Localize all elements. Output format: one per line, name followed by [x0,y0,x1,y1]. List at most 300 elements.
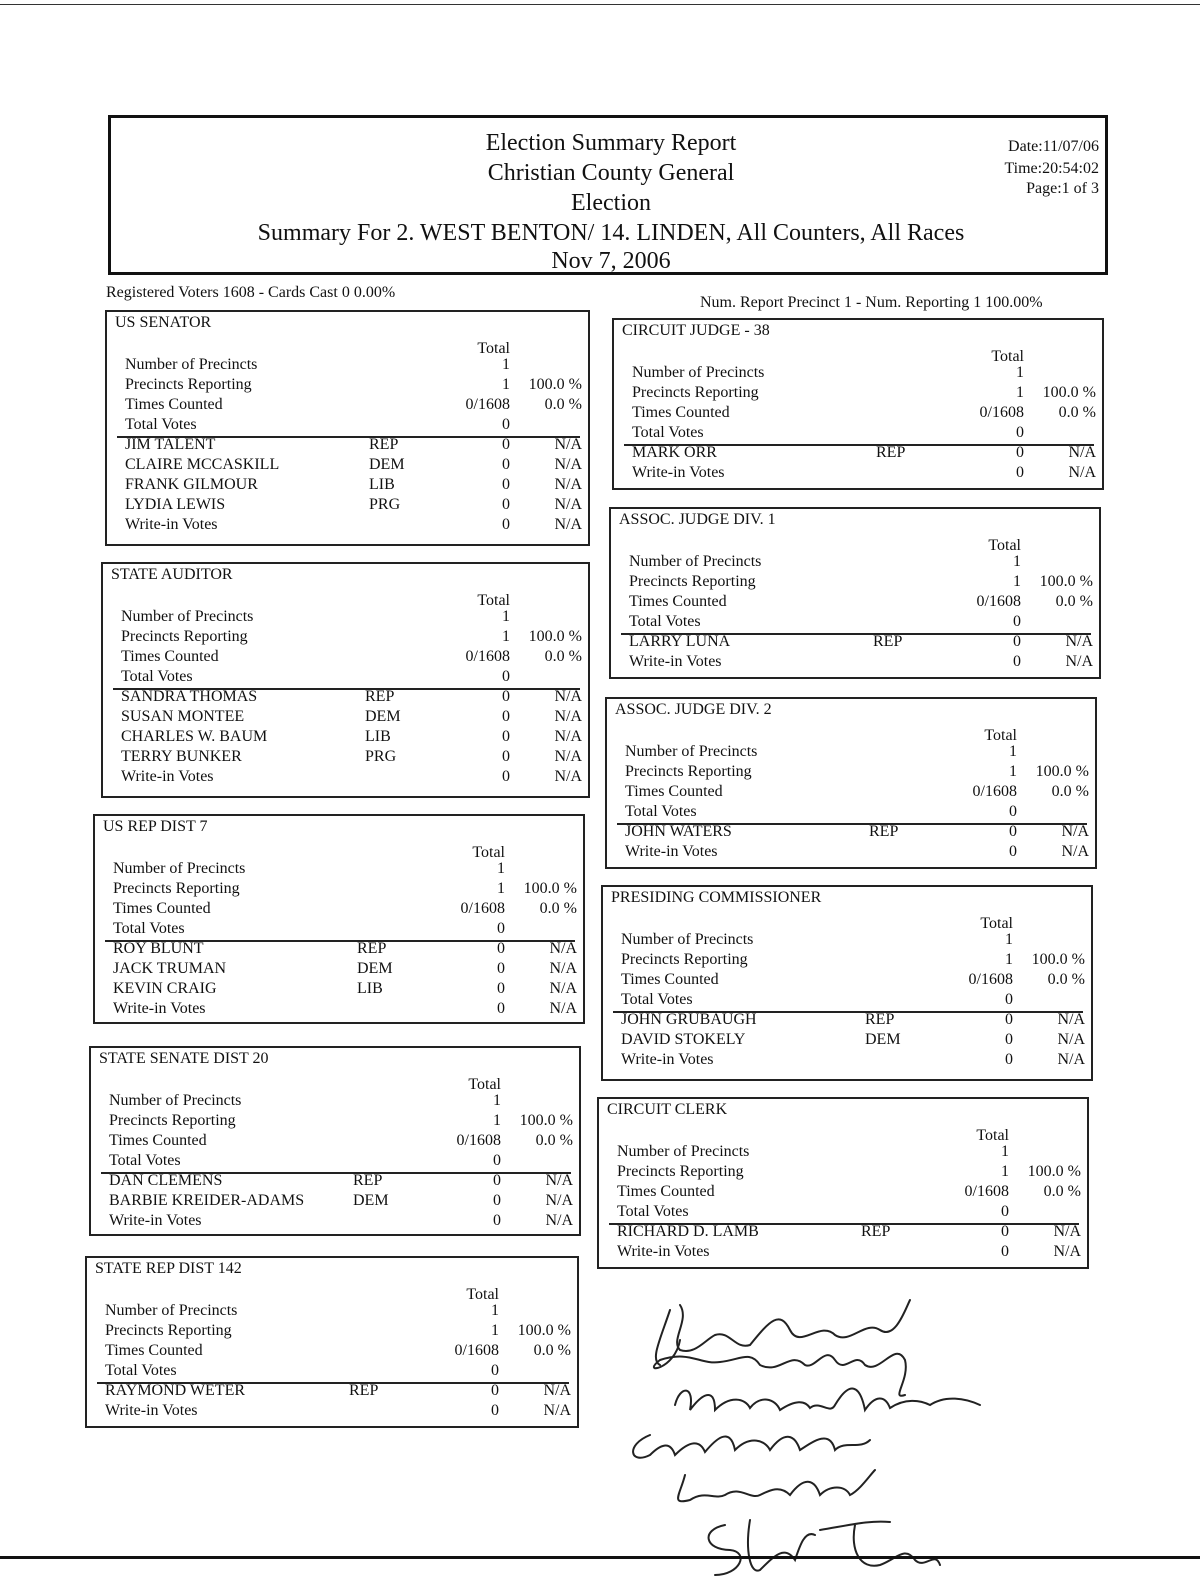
stat-label: Total Votes [625,803,697,820]
candidate-row [103,708,588,728]
stat-percent: 0.0 % [535,1132,573,1149]
stat-row [607,783,1095,803]
election-date: Nov 7, 2006 [551,248,671,274]
candidate-row [95,960,583,980]
candidate-votes: 0 [502,728,510,745]
write-in-percent: N/A [1053,1243,1081,1260]
candidate-name: RICHARD D. LAMB [617,1223,759,1240]
stat-label: Total Votes [105,1362,177,1379]
stat-row [91,1132,579,1152]
candidate-row [103,728,588,748]
candidate-party: REP [865,1011,895,1028]
stat-percent: 0.0 % [1055,593,1093,610]
stat-row [614,384,1102,404]
candidate-percent: N/A [554,436,582,453]
candidate-percent: N/A [549,940,577,957]
stat-row [87,1302,577,1322]
stat-row [103,628,588,648]
county-title: Christian County General [487,160,735,186]
candidate-row [107,436,588,456]
candidate-party: DEM [357,960,393,977]
write-in-percent: N/A [1057,1051,1085,1068]
race-name: STATE REP DIST 142 [95,1260,242,1277]
candidate-votes: 0 [502,456,510,473]
stat-row [614,404,1102,424]
stat-row [91,1152,579,1172]
stat-percent: 0.0 % [544,396,582,413]
stat-value: 1 [1013,553,1021,570]
race-name: ASSOC. JUDGE DIV. 2 [615,701,772,718]
candidate-name: FRANK GILMOUR [125,476,258,493]
candidate-row [87,1382,577,1402]
candidate-name: ROY BLUNT [113,940,204,957]
candidate-percent: N/A [554,476,582,493]
candidate-votes: 0 [497,980,505,997]
stat-percent: 100.0 % [528,628,582,645]
stat-value: 1 [1001,1163,1009,1180]
stat-label: Times Counted [629,593,727,610]
write-in-label: Write-in Votes [125,516,218,533]
stat-percent: 0.0 % [1043,1183,1081,1200]
candidate-votes: 0 [493,1172,501,1189]
write-in-votes: 0 [1005,1051,1013,1068]
candidate-party: DEM [365,708,401,725]
stat-percent: 0.0 % [544,648,582,665]
candidate-party: PRG [369,496,401,513]
candidate-party: REP [365,688,395,705]
race-box [605,697,1097,869]
stat-row [599,1163,1087,1183]
stat-label: Number of Precincts [125,356,258,373]
write-in-row [107,516,588,536]
candidate-percent: N/A [545,1192,573,1209]
candidate-percent: N/A [543,1382,571,1399]
candidate-party: REP [869,823,899,840]
stat-value: 0/1608 [454,1342,499,1359]
write-in-label: Write-in Votes [629,653,722,670]
stat-value: 0 [493,1152,501,1169]
stat-label: Total Votes [113,920,185,937]
candidate-percent: N/A [554,728,582,745]
stat-label: Number of Precincts [105,1302,238,1319]
signature-carla-edwards [633,1435,870,1458]
stat-value: 1 [1005,931,1013,948]
candidate-row [107,476,588,496]
candidate-party: LIB [357,980,383,997]
candidate-votes: 0 [493,1192,501,1209]
candidate-percent: N/A [554,708,582,725]
stat-row [103,608,588,628]
race-name: US REP DIST 7 [103,818,208,835]
write-in-votes: 0 [497,1000,505,1017]
stat-value: 0 [1005,991,1013,1008]
write-in-row [103,768,588,788]
stat-percent: 100.0 % [1042,384,1096,401]
stat-percent: 100.0 % [517,1322,571,1339]
candidate-percent: N/A [545,1172,573,1189]
stat-row [95,860,583,880]
race-name: STATE AUDITOR [111,566,233,583]
scan-top-edge [0,4,1200,5]
stat-label: Times Counted [125,396,223,413]
race-name: ASSOC. JUDGE DIV. 1 [619,511,776,528]
candidate-votes: 0 [502,496,510,513]
write-in-row [87,1402,577,1422]
stat-label: Precincts Reporting [105,1322,232,1339]
candidate-votes: 0 [502,688,510,705]
candidate-name: SANDRA THOMAS [121,688,258,705]
candidate-row [91,1192,579,1212]
stat-label: Total Votes [617,1203,689,1220]
race-box [105,310,590,546]
stat-label: Precincts Reporting [629,573,756,590]
summary-line: Summary For 2. WEST BENTON/ 14. LINDEN, All Counters, All Races [257,220,965,246]
stat-value: 1 [1009,763,1017,780]
total-column-header: Total [477,592,510,609]
stat-label: Times Counted [105,1342,203,1359]
candidate-name: JOHN WATERS [625,823,732,840]
total-column-header: Total [976,1127,1009,1144]
write-in-row [607,843,1095,863]
signature-marion-matthews [675,1389,980,1410]
stat-row [107,416,588,436]
candidate-party: PRG [365,748,397,765]
total-column-header: Total [472,844,505,861]
candidate-name: LYDIA LEWIS [125,496,226,513]
stat-value: 0/1608 [465,396,510,413]
candidate-votes: 0 [1005,1031,1013,1048]
candidate-party: REP [876,444,906,461]
stat-label: Total Votes [621,991,693,1008]
candidate-name: DAVID STOKELY [621,1031,746,1048]
stat-value: 1 [497,880,505,897]
election-title: Election [571,190,651,216]
write-in-row [614,464,1102,484]
stat-value: 1 [502,376,510,393]
write-in-row [599,1243,1087,1263]
stat-label: Precincts Reporting [617,1163,744,1180]
num-reporting: Num. Report Precinct 1 - Num. Reporting 1 100.00% [700,294,1043,311]
stat-label: Precincts Reporting [109,1112,236,1129]
stat-row [599,1203,1087,1223]
signature-lynn-vest [678,1470,875,1501]
write-in-percent: N/A [554,516,582,533]
candidate-party: DEM [353,1192,389,1209]
write-in-votes: 0 [502,768,510,785]
race-box [601,885,1093,1081]
stat-value: 0 [502,668,510,685]
candidate-votes: 0 [502,476,510,493]
race-box [101,562,590,798]
candidate-party: DEM [865,1031,901,1048]
stat-value: 1 [502,356,510,373]
write-in-percent: N/A [543,1402,571,1419]
stat-percent: 0.0 % [1047,971,1085,988]
stat-label: Number of Precincts [617,1143,750,1160]
candidate-percent: N/A [549,960,577,977]
candidate-row [91,1172,579,1192]
total-column-header: Total [991,348,1024,365]
candidate-row [614,444,1102,464]
report-title: Election Summary Report [485,130,737,156]
stat-value: 1 [1013,573,1021,590]
report-time: Time:20:54:02 [1004,160,1099,177]
stat-value: 1 [497,860,505,877]
write-in-votes: 0 [1013,653,1021,670]
stat-row [87,1322,577,1342]
stat-value: 0/1608 [976,593,1021,610]
signature-block [620,1290,1020,1590]
stat-label: Precincts Reporting [125,376,252,393]
report-header [108,115,1108,275]
stat-row [87,1362,577,1382]
write-in-votes: 0 [1009,843,1017,860]
stat-percent: 0.0 % [1051,783,1089,800]
write-in-label: Write-in Votes [617,1243,710,1260]
stat-value: 0/1608 [979,404,1024,421]
stat-row [103,648,588,668]
write-in-row [95,1000,583,1020]
write-in-votes: 0 [1001,1243,1009,1260]
stat-value: 0 [1013,613,1021,630]
stat-label: Number of Precincts [629,553,762,570]
stat-label: Total Votes [632,424,704,441]
stat-label: Precincts Reporting [621,951,748,968]
stat-row [107,396,588,416]
stat-label: Number of Precincts [113,860,246,877]
stat-label: Number of Precincts [121,608,254,625]
stat-value: 0 [502,416,510,433]
candidate-party: REP [353,1172,383,1189]
stat-row [599,1183,1087,1203]
candidate-votes: 0 [491,1382,499,1399]
stat-row [95,920,583,940]
candidate-votes: 0 [497,940,505,957]
candidate-row [95,980,583,1000]
candidate-party: DEM [369,456,405,473]
stat-value: 1 [1001,1143,1009,1160]
signature-kim-russell [656,1300,910,1365]
write-in-label: Write-in Votes [632,464,725,481]
stat-value: 0/1608 [456,1132,501,1149]
candidate-party: REP [349,1382,379,1399]
stat-label: Total Votes [121,668,193,685]
stat-label: Times Counted [113,900,211,917]
stat-value: 0 [491,1362,499,1379]
candidate-percent: N/A [554,748,582,765]
stat-row [607,803,1095,823]
race-name: US SENATOR [115,314,212,331]
candidate-name: KEVIN CRAIG [113,980,217,997]
candidate-row [107,496,588,516]
stat-row [95,880,583,900]
stat-value: 0 [1016,424,1024,441]
stat-row [107,376,588,396]
stat-value: 0 [1001,1203,1009,1220]
stat-row [611,613,1099,633]
stat-row [107,356,588,376]
candidate-name: JACK TRUMAN [113,960,227,977]
write-in-label: Write-in Votes [105,1402,198,1419]
candidate-votes: 0 [1005,1011,1013,1028]
write-in-row [91,1212,579,1232]
candidate-votes: 0 [502,436,510,453]
candidate-name: BARBIE KREIDER-ADAMS [109,1192,305,1209]
stat-value: 0 [1009,803,1017,820]
write-in-votes: 0 [502,516,510,533]
candidate-party: REP [357,940,387,957]
stat-value: 1 [502,608,510,625]
stat-value: 0/1608 [968,971,1013,988]
write-in-votes: 0 [1016,464,1024,481]
candidate-percent: N/A [1057,1011,1085,1028]
stat-label: Total Votes [629,613,701,630]
race-box [609,507,1101,679]
candidate-percent: N/A [554,496,582,513]
stat-label: Times Counted [121,648,219,665]
race-name: PRESIDING COMMISSIONER [611,889,822,906]
write-in-percent: N/A [545,1212,573,1229]
write-in-label: Write-in Votes [121,768,214,785]
candidate-name: MARK ORR [632,444,717,461]
stat-percent: 0.0 % [533,1342,571,1359]
write-in-label: Write-in Votes [625,843,718,860]
stat-value: 1 [502,628,510,645]
total-column-header: Total [477,340,510,357]
candidate-name: TERRY BUNKER [121,748,242,765]
write-in-row [603,1051,1091,1071]
candidate-name: LARRY LUNA [629,633,731,650]
stat-row [611,553,1099,573]
candidate-name: DAN CLEMENS [109,1172,223,1189]
candidate-party: REP [369,436,399,453]
stat-percent: 100.0 % [1027,1163,1081,1180]
candidate-percent: N/A [549,980,577,997]
candidate-name: SUSAN MONTEE [121,708,245,725]
stat-label: Times Counted [621,971,719,988]
write-in-votes: 0 [491,1402,499,1419]
race-box [93,814,585,1024]
write-in-votes: 0 [493,1212,501,1229]
candidate-party: LIB [365,728,391,745]
write-in-percent: N/A [1068,464,1096,481]
stat-label: Times Counted [625,783,723,800]
signature-stan-turner [709,1520,940,1575]
candidate-percent: N/A [554,456,582,473]
candidate-percent: N/A [1057,1031,1085,1048]
candidate-votes: 0 [497,960,505,977]
stat-row [95,900,583,920]
candidate-percent: N/A [1053,1223,1081,1240]
race-box [85,1256,579,1428]
write-in-label: Write-in Votes [113,1000,206,1017]
candidate-percent: N/A [1061,823,1089,840]
race-box [597,1097,1089,1269]
stat-row [91,1112,579,1132]
candidate-votes: 0 [1009,823,1017,840]
candidate-party: REP [861,1223,891,1240]
stat-value: 0 [497,920,505,937]
candidate-party: REP [873,633,903,650]
candidate-votes: 0 [502,708,510,725]
candidate-row [607,823,1095,843]
stat-percent: 100.0 % [523,880,577,897]
candidate-row [599,1223,1087,1243]
stat-percent: 100.0 % [519,1112,573,1129]
candidate-row [611,633,1099,653]
stat-percent: 100.0 % [1039,573,1093,590]
stat-value: 1 [1009,743,1017,760]
candidate-votes: 0 [1001,1223,1009,1240]
candidate-row [103,688,588,708]
scan-bottom-edge [0,1556,1200,1559]
stat-value: 0/1608 [460,900,505,917]
stat-label: Times Counted [109,1132,207,1149]
total-column-header: Total [988,537,1021,554]
candidate-percent: N/A [1068,444,1096,461]
candidate-row [603,1011,1091,1031]
candidate-votes: 0 [1016,444,1024,461]
stat-percent: 100.0 % [528,376,582,393]
stat-row [611,593,1099,613]
report-date: Date:11/07/06 [1008,138,1099,155]
race-name: STATE SENATE DIST 20 [99,1050,269,1067]
total-column-header: Total [466,1286,499,1303]
stat-label: Total Votes [109,1152,181,1169]
stat-value: 0/1608 [964,1183,1009,1200]
page-number: Page:1 of 3 [1026,180,1099,197]
candidate-name: JOHN GRUBAUGH [621,1011,757,1028]
stat-row [614,364,1102,384]
stat-row [611,573,1099,593]
candidate-row [103,748,588,768]
candidate-votes: 0 [1013,633,1021,650]
stat-row [599,1143,1087,1163]
stat-row [87,1342,577,1362]
candidate-row [95,940,583,960]
stat-label: Precincts Reporting [632,384,759,401]
race-box [612,318,1104,490]
race-name: CIRCUIT CLERK [607,1101,728,1118]
stat-percent: 100.0 % [1031,951,1085,968]
stat-label: Precincts Reporting [625,763,752,780]
stat-label: Number of Precincts [625,743,758,760]
total-column-header: Total [980,915,1013,932]
write-in-percent: N/A [1061,843,1089,860]
candidate-row [107,456,588,476]
stat-percent: 0.0 % [1058,404,1096,421]
candidate-party: LIB [369,476,395,493]
stat-percent: 0.0 % [539,900,577,917]
stat-row [603,951,1091,971]
stat-row [103,668,588,688]
write-in-label: Write-in Votes [109,1212,202,1229]
race-box [89,1046,581,1236]
stat-label: Times Counted [632,404,730,421]
candidate-name: RAYMOND WETER [105,1382,246,1399]
candidate-name: CHARLES W. BAUM [121,728,268,745]
stat-label: Number of Precincts [621,931,754,948]
stat-value: 1 [1016,364,1024,381]
stat-label: Precincts Reporting [121,628,248,645]
stat-value: 0/1608 [465,648,510,665]
race-name: CIRCUIT JUDGE - 38 [622,322,770,339]
stat-value: 1 [491,1322,499,1339]
stat-label: Number of Precincts [109,1092,242,1109]
stat-row [607,763,1095,783]
stat-value: 0/1608 [972,783,1017,800]
candidate-percent: N/A [554,688,582,705]
